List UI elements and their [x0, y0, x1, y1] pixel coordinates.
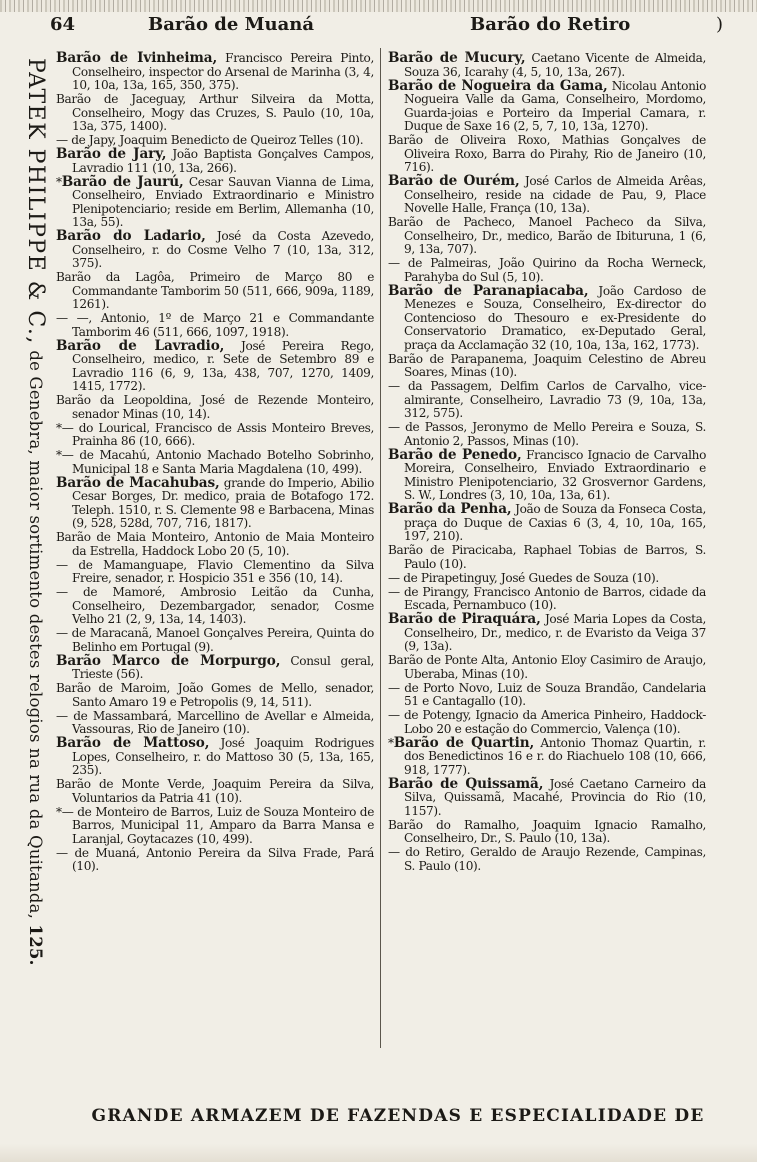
directory-entry — [388, 446, 706, 503]
entry-text: — de Passos, Jeronymo de Mello Pereira e Souza, S. Antonio 2, Passos, Minas (10). — [388, 420, 706, 448]
right-column — [388, 52, 706, 874]
entry-text: grande do Imperio, Abilio Cesar Borges, Dr. medico, praia de Botafogo 172. Teleph. 1510, r. S. Clemente 98 e Barbacena, Minas (9, 528, 528d, 707, 716, 1817). — [72, 475, 374, 530]
entry-text: José Caetano Carneiro da Silva, Quissamã, Macahé, Provincia do Rio (10, 1157). — [404, 776, 706, 818]
header-brace: ) — [716, 14, 724, 35]
entry-text: — de Muaná, Antonio Pereira da Silva Frade, Pará (10). — [56, 845, 374, 873]
entry-mark: * — [388, 735, 394, 750]
directory-entry — [388, 654, 706, 681]
directory-entry — [56, 847, 374, 874]
entry-text: Barão do Ramalho, Joaquim Ignacio Ramalho, Conselheiro, Dr., S. Paulo (10, 13a). — [388, 817, 706, 845]
page-bottom-edge — [0, 1144, 757, 1162]
directory-entry — [388, 613, 706, 654]
entry-text: José Carlos de Almeida Arêas, Conselheiro, reside na cidade de Pau, 9, Place Novelle Halle, França (10, 13a). — [404, 174, 707, 215]
directory-entry — [388, 257, 706, 284]
directory-entry — [388, 586, 706, 613]
entry-text: — de Mamoré, Ambrosio Leitão da Cunha, Conselheiro, Dezembargador, senador, Cosme Velho 21 (2, 9, 13a, 14, 1403). — [56, 585, 374, 626]
directory-entry — [56, 173, 374, 230]
entry-title: Barão de Piraquára, — [388, 611, 541, 627]
entry-title: Barão de Quartin, — [393, 734, 535, 751]
entry-text: — de Palmeiras, João Quirino da Rocha Werneck, Parahyba do Sul (5, 10). — [388, 256, 706, 284]
directory-entry — [56, 93, 374, 134]
side-advertisement — [22, 58, 48, 1068]
directory-entry — [56, 337, 375, 394]
directory-entry — [388, 709, 706, 736]
entry-title: Barão do Ladario, — [56, 228, 206, 244]
directory-entry — [56, 422, 374, 449]
entry-title: Barão de Ivinheima, — [56, 50, 218, 66]
directory-entry — [56, 778, 374, 805]
directory-entry — [56, 627, 374, 654]
entry-text: Barão de Monte Verde, Joaquim Pereira da Silva, Voluntarios da Patria 41 (10). — [56, 777, 374, 805]
directory-entry — [56, 449, 374, 476]
directory-entry — [56, 586, 374, 627]
directory-entry — [388, 734, 707, 778]
entry-text: Francisco Pereira Pinto, Conselheiro, inspector do Arsenal de Marinha (3, 4, 10, 10a, 13a, 165, 350, 375). — [72, 51, 374, 92]
entry-title: Barão de Jaurú, — [61, 173, 184, 190]
entry-text: Barão de Oliveira Roxo, Mathias Gonçalves de Oliveira Roxo, Barra do Pirahy, Rio de Janeiro (10, 716). — [388, 133, 706, 174]
directory-entry — [56, 394, 374, 421]
entry-mark: * — [56, 420, 62, 435]
entry-text: Barão de Jaceguay, Arthur Silveira da Motta, Conselheiro, Mogy das Cruzes, S. Paulo (10, 10a, 13a, 375, 1400). — [56, 92, 374, 133]
directory-entry — [388, 77, 706, 134]
directory-entry — [56, 559, 374, 586]
directory-entry — [56, 531, 374, 558]
entry-title: Barão de Mattoso, — [56, 735, 210, 751]
entry-mark: * — [56, 804, 62, 819]
directory-entry — [56, 474, 374, 531]
page-number: 64 — [50, 14, 76, 35]
entry-title: Barão de Ourém, — [388, 173, 520, 189]
entry-text: — de Massambará, Marcellino de Avellar e Almeida, Vassouras, Rio de Janeiro (10). — [56, 708, 374, 736]
side-ad-text: de Genebra, maior sortimento destes relogios na rua da Quitanda, — [26, 350, 45, 920]
entry-title: Barão de Lavradio, — [56, 337, 225, 354]
entry-mark: * — [56, 174, 62, 189]
entry-text: Barão de Maroim, João Gomes de Mello, senador, Santo Amaro 19 e Petropolis (9, 14, 511). — [56, 681, 374, 709]
entry-text: Francisco Ignacio de Carvalho Moreira, Conselheiro, Enviado Extraordinario e Ministro Plenipotenciario, 32 Grosvernor Gardens, S. W., Londres (3, 10, 10a, 13a, 61). — [404, 447, 706, 502]
entry-text: Barão de Ponte Alta, Antonio Eloy Casimiro de Araujo, Uberaba, Minas (10). — [388, 653, 706, 681]
entry-title: Barão da Penha, — [388, 501, 512, 517]
entry-mark: * — [56, 448, 62, 462]
side-ad-brand: PATEK PHILIPPE & C., — [23, 58, 48, 345]
entry-text: Barão de Piracicaba, Raphael Tobias de Barros, S. Paulo (10). — [388, 543, 706, 571]
directory-entry — [388, 175, 706, 216]
entry-text: Antonio Thomaz Quartin, r. dos Benedictinos 16 e r. do Riachuelo 108 (10, 666, 918, 1777). — [404, 735, 707, 777]
entry-text: José Joaquim Rodrigues Lopes, Conselheiro, r. do Mattoso 30 (5, 13a, 165, 235). — [72, 736, 375, 777]
directory-entry — [56, 737, 374, 778]
directory-entry — [388, 544, 706, 571]
directory-entry — [56, 312, 374, 339]
entry-text: — —, Antonio, 1º de Março 21 e Commandante Tamborim 46 (511, 666, 1097, 1918). — [56, 311, 374, 339]
entry-text: Barão de Pacheco, Manoel Pacheco da Silva, Conselheiro, Dr., medico, Barão de Ibituruna, 1 (6, 9, 13a, 707). — [388, 215, 706, 256]
column-divider — [380, 48, 381, 1048]
entry-text: Barão da Leopoldina, José de Rezende Monteiro, senador Minas (10, 14). — [56, 393, 374, 421]
entry-title: Barão de Macahubas, — [56, 474, 220, 491]
directory-entry — [56, 652, 374, 682]
directory-entry — [56, 52, 374, 93]
footer-advertisement: GRANDE ARMAZEM DE FAZENDAS E ESPECIALIDADE DE — [91, 1106, 705, 1126]
entry-text: Cesar Sauvan Vianna de Lima, Conselheiro, Enviado Extraordinario e Ministro Plenipotenciario; reside em Berlim, Allemanha (10, 13a, 55). — [72, 174, 374, 229]
entry-text: José Maria Lopes da Costa, Conselheiro, Dr., medico, r. de Evaristo da Veiga 37 (9, 13a). — [404, 612, 707, 653]
entry-text: — de Japy, Joaquim Benedicto de Queiroz Telles (10). — [56, 133, 364, 147]
entry-text: João de Souza da Fonseca Costa, praça do Duque de Caxias 6 (3, 4, 10, 10a, 165, 197, 210). — [404, 502, 706, 543]
directory-entry — [388, 503, 706, 544]
directory-entry — [56, 271, 374, 312]
running-header — [0, 14, 757, 44]
entry-text: José da Costa Azevedo, Conselheiro, r. do Cosme Velho 7 (10, 13a, 312, 375). — [72, 229, 374, 270]
header-right-title: Barão do Retiro — [470, 14, 631, 35]
entry-text: — do Retiro, Geraldo de Araujo Rezende, Campinas, S. Paulo (10). — [388, 845, 706, 873]
entry-text: Consul geral, Trieste (56). — [72, 653, 374, 681]
directory-entry — [388, 380, 706, 421]
directory-entry — [388, 682, 706, 709]
entry-text: João Cardoso de Menezes e Souza, Conselheiro, Ex-director do Contencioso do Thesouro e ex-Presidente do Conservatorio Dramatico, ex-Deputado Geral, praça da Acclamação 32 (10, 10a, 13a, 162, 1773). — [404, 283, 706, 352]
entry-text: João Baptista Gonçalves Campos, Lavradio 111 (10, 13a, 266). — [72, 147, 374, 175]
entry-text: — do Lourical, Francisco de Assis Monteiro Breves, Prainha 86 (10, 666). — [61, 420, 374, 448]
entry-title: Barão de Penedo, — [388, 446, 522, 463]
left-column — [56, 52, 374, 874]
entry-text: — da Passagem, Delfim Carlos de Carvalho, vice-almirante, Conselheiro, Lavradio 73 (9, 10a, 13a, 312, 575). — [388, 379, 706, 420]
directory-entry — [388, 282, 706, 353]
entry-text: — de Potengy, Ignacio da America Pinheiro, Haddock-Lobo 20 e estação do Commercio, Valença (10). — [388, 708, 706, 736]
entry-text: Barão de Maia Monteiro, Antonio de Maia Monteiro da Estrella, Haddock Lobo 20 (5, 10). — [56, 530, 374, 558]
directory-entry — [56, 682, 374, 709]
entry-title: Barão de Mucury, — [388, 50, 526, 66]
entry-text: Nicolau Antonio Nogueira Valle da Gama, Conselheiro, Mordomo, Guarda-joias e Porteiro da Imperial Camara, r. Duque de Saxe 16 (2, 5, 7, 10, 13a, 1270). — [404, 78, 706, 133]
directory-entry — [388, 846, 706, 873]
header-left-title: Barão de Muaná — [148, 14, 315, 35]
directory-entry — [388, 134, 706, 175]
entry-text: — de Maracanã, Manoel Gonçalves Pereira, Quinta do Belinho em Portugal (9). — [56, 626, 374, 654]
entry-title: Barão Marco de Morpurgo, — [56, 652, 281, 669]
directory-entry — [56, 806, 374, 847]
directory-entry — [56, 148, 374, 175]
entry-title: Barão de Nogueira da Gama, — [388, 77, 608, 94]
entry-text: — de Pirangy, Francisco Antonio de Barros, cidade da Escada, Pernambuco (10). — [388, 584, 706, 612]
entry-title: Barão de Paranapiacaba, — [388, 282, 589, 299]
directory-entry — [388, 572, 706, 586]
entry-text: José Pereira Rego, Conselheiro, medico, r. Sete de Setembro 89 e Lavradio 116 (6, 9, 13a, 438, 707, 1270, 1409, 1415, 1772). — [72, 338, 375, 393]
directory-entry — [388, 819, 706, 846]
directory-entry — [388, 775, 706, 819]
entry-text: — de Pirapetinguy, José Guedes de Souza (10). — [388, 570, 659, 585]
directory-entry — [56, 710, 374, 737]
entry-text: — de Macahú, Antonio Machado Botelho Sobrinho, Municipal 18 e Santa Maria Magdalena (10, 499). — [61, 448, 374, 476]
entry-text: Barão de Parapanema, Joaquim Celestino de Abreu Soares, Minas (10). — [388, 351, 706, 379]
entry-text: Caetano Vicente de Almeida, Souza 36, Icarahy (4, 5, 10, 13a, 267). — [404, 51, 707, 79]
entry-text: — de Mamanguape, Flavio Clementino da Silva Freire, senador, r. Hospicio 351 e 356 (10, 14). — [56, 557, 374, 585]
entry-text: — de Porto Novo, Luiz de Souza Brandão, Candelaria 51 e Cantagallo (10). — [388, 680, 706, 708]
entry-title: Barão de Jary, — [56, 146, 167, 162]
side-ad-number: 125. — [26, 924, 45, 966]
directory-entry — [56, 230, 374, 271]
directory-entry — [388, 216, 706, 257]
entry-title: Barão de Quissamã, — [388, 775, 544, 792]
entry-text: Barão da Lagôa, Primeiro de Março 80 e Commandante Tamborim 50 (511, 666, 909a, 1189, 1261). — [56, 270, 374, 311]
page-edge-noise — [0, 0, 757, 12]
directory-entry — [388, 52, 706, 79]
entry-text: — de Monteiro de Barros, Luiz de Souza Monteiro de Barros, Municipal 11, Amparo da Barra Mansa e Laranjal, Goytacazes (10, 499). — [61, 804, 374, 846]
directory-entry — [388, 421, 706, 448]
directory-entry — [388, 353, 706, 380]
